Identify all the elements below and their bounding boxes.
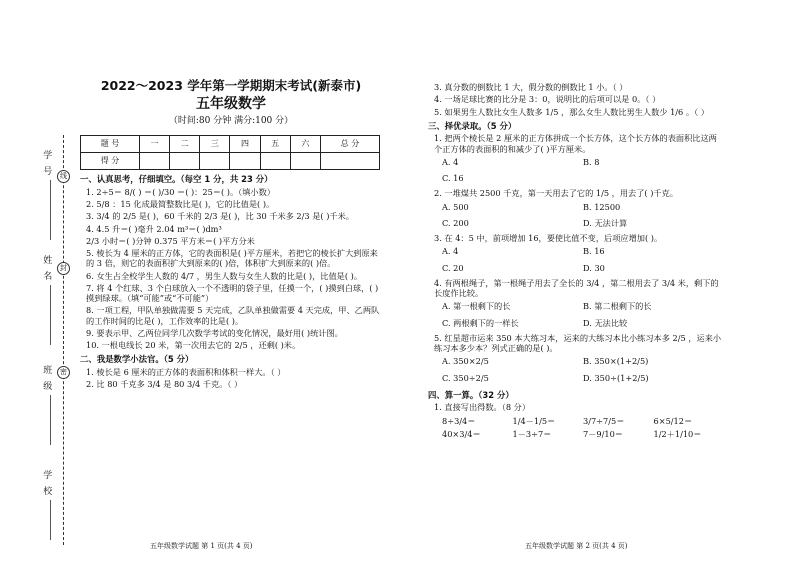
calc-item: 3/7÷7/5＝ <box>583 415 625 426</box>
footer-page-1: 五年级数学试题 第 1 页(共 4 页) <box>150 542 253 550</box>
binding-margin <box>0 0 72 561</box>
mc-options <box>442 298 724 331</box>
exam-title: 2022～2023 学年第一学期期末考试(新泰市) <box>100 78 362 93</box>
calc-subheading: 1. 直接写出得数。（8 分） <box>434 402 531 413</box>
mc-option: A. 第一根剩下的长 <box>442 301 511 312</box>
mc-option <box>583 173 724 183</box>
calc-item: 1/4－1/5＝ <box>512 415 556 426</box>
exam-meta: （时间:80 分钟 满分:100 分） <box>168 116 294 127</box>
calc-row <box>442 416 724 426</box>
judge-item: 4. 一场足球比赛的比分是 3：0，说明比的后项可以是 0。（ ） <box>434 94 661 105</box>
section-1-heading: 一、认真思考，仔细填空。（每空 1 分，共 23 分） <box>80 174 273 185</box>
score-header-cell: 四 <box>230 136 260 153</box>
footer-page-2: 五年级数学试题 第 2 页(共 4 页) <box>525 542 628 550</box>
score-header-cell: 六 <box>290 136 320 153</box>
question-item: 2. 5/8 ：15 化成最简整数比是( )，它的比值是( )。 <box>86 199 275 210</box>
mc-option: D. 无法比较 <box>583 317 628 328</box>
calc-row <box>442 429 724 439</box>
mc-option: B. 第二根剩下的长 <box>583 301 652 312</box>
question-item: 4. 4.5 升＝( )毫升 2.04 m³＝( )dm³ <box>86 223 222 234</box>
judge-item: 3. 真分数的倒数比 1 大，假分数的倒数比 1 小。（ ） <box>434 82 628 92</box>
score-value-cell <box>200 153 230 170</box>
mc-option: C. 20 <box>442 262 464 273</box>
score-header-cell: 五 <box>260 136 290 153</box>
mc-option: C. 350÷2/5 <box>442 372 489 383</box>
name-label: 姓 名 <box>41 255 52 282</box>
mc-option: B. 16 <box>583 246 605 257</box>
mc-option: A. 4 <box>442 156 459 167</box>
mc-question: 5. 红星超市运来 350 本大练习本，运来的大练习本比小练习本多 2/5 ，运来小练习本多少本？列式正确的是( )。 <box>434 332 722 353</box>
mc-option: B. 8 <box>583 156 600 167</box>
question-item: 3. 3/4 的 2/5 是( )，60 千米的 2/3 是( )，比 30 千米多 2/3 是( )千米。 <box>86 211 354 222</box>
name-line <box>50 285 51 345</box>
mc-options <box>442 154 724 187</box>
mc-option: C. 16 <box>442 173 464 183</box>
mc-option: D. 无法计算 <box>583 217 628 228</box>
section-2-heading: 二、我是数学小法官。（5 分） <box>80 354 194 365</box>
score-table <box>80 135 380 170</box>
score-value-cell <box>290 153 320 170</box>
mc-question: 2. 一堆煤共 2500 千克，第一天用去了它的 1/5 ，用去了( )千克。 <box>434 188 678 199</box>
question-item: 5. 棱长为 4 厘米的正方体，它的表面积是( )平方厘米，若把它的棱长扩大到原来的 3 倍，则它的表面积扩大到原来的( )倍，体积扩大到原来的( )倍。 <box>86 248 378 269</box>
knot-mi: 密 <box>57 366 70 379</box>
exam-subtitle: 五年级数学 <box>196 95 266 112</box>
section-4-heading: 四、算一算。（32 分） <box>428 389 514 400</box>
question-item: 8. 一项工程，甲队单独做需要 5 天完成，乙队单独做需要 4 天完成，甲、乙两队的工作时间的比是( )，工作效率的比是( )。 <box>86 305 380 326</box>
school-label: 学 校 <box>41 470 52 497</box>
mc-option: D. 30 <box>583 262 605 273</box>
judge-item: 5. 如果男生人数比女生人数多 1/5 ，那么女生人数比男生人数少 1/6 。（ ） <box>434 106 709 117</box>
score-header-cell: 题 号 <box>81 136 140 153</box>
score-value-cell <box>170 153 200 170</box>
page-1 <box>80 78 382 389</box>
calc-item: 40×3/4＝ <box>442 428 481 439</box>
calc-item: 6×5/12＝ <box>653 415 693 426</box>
mc-question: 1. 把两个棱长是 2 厘米的正方体拼成一个长方体，这个长方体的表面积比这两个正方体的表面积的和减少了( )平方厘米。 <box>434 133 717 154</box>
mc-option: D. 350÷(1+2/5) <box>583 372 649 383</box>
knot-feng: 封 <box>57 262 70 275</box>
question-item: 1. 2÷5＝ 8/( ) ＝( )/30 ＝( )：25＝( )。（填小数） <box>86 186 275 197</box>
student-id-line <box>50 180 51 240</box>
mc-option: A. 350×2/5 <box>442 356 489 367</box>
mc-question: 4. 有两根绳子，第一根绳子用去了全长的 3/4 ，第二根用去了 3/4 米，剩下的长度作比较。 <box>434 277 719 298</box>
page-2 <box>428 80 724 439</box>
question-item: 2/3 小时＝( )分钟 0.375 平方米＝( )平方分米 <box>86 235 255 246</box>
calc-item: 1/2＋1/10＝ <box>653 428 702 439</box>
score-value-cell <box>260 153 290 170</box>
question-item: 9. 要表示甲、乙两位同学几次数学考试的变化情况，最好用( )统计图。 <box>86 327 343 338</box>
score-header-cell: 一 <box>140 136 170 153</box>
score-header-cell: 二 <box>170 136 200 153</box>
binding-line <box>63 135 64 545</box>
question-item: 7. 将 4 个红球、3 个白球放入一个不透明的袋子里，任摸一个，( )摸到白球，( )摸到绿球。（填“可能”或“不可能”） <box>86 282 379 304</box>
mc-options <box>442 353 724 386</box>
score-value-cell: 得 分 <box>81 153 140 170</box>
score-value-cell <box>230 153 260 170</box>
score-header-cell: 三 <box>200 136 230 153</box>
mc-options <box>442 243 724 276</box>
question-item: 10. 一根电线长 20 米，第一次用去它的 2/5 ，还剩( )米。 <box>86 340 301 351</box>
question-item: 6. 女生占全校学生人数的 4/7 ，男生人数与女生人数的比是( )，比值是( )。 <box>86 270 363 281</box>
knot-xian: 线 <box>57 170 70 183</box>
mc-option: B. 350×(1+2/5) <box>583 356 649 367</box>
judge-item: 1. 棱长是 6 厘米的正方体的表面积和体积一样大。（ ） <box>86 366 286 377</box>
mc-question: 3. 在 4：5 中，前项增加 16，要使比值不变，后项应增加( )。 <box>434 233 663 243</box>
calc-item: 1－3÷7＝ <box>512 428 552 439</box>
mc-option: B. 12500 <box>583 201 621 212</box>
score-value-cell <box>320 153 379 170</box>
section-3-heading: 三、择优录取。（5 分） <box>428 120 517 131</box>
score-header-cell: 总 分 <box>320 136 379 153</box>
mc-option: A. 500 <box>442 201 469 212</box>
calc-item: 8÷3/4＝ <box>442 415 476 426</box>
class-line <box>50 395 51 445</box>
judge-item: 2. 比 80 千克多 3/4 是 80 3/4 千克。（ ） <box>86 379 243 390</box>
mc-option: A. 4 <box>442 246 459 257</box>
class-label: 班 级 <box>41 365 52 392</box>
school-line <box>50 500 51 540</box>
calc-item: 7－9/10＝ <box>583 428 623 439</box>
student-id-label: 学 号 <box>41 150 52 177</box>
score-value-cell <box>140 153 170 170</box>
mc-option: C. 200 <box>442 217 469 228</box>
mc-option: C. 两根剩下的一样长 <box>442 317 519 328</box>
mc-options <box>442 199 724 232</box>
